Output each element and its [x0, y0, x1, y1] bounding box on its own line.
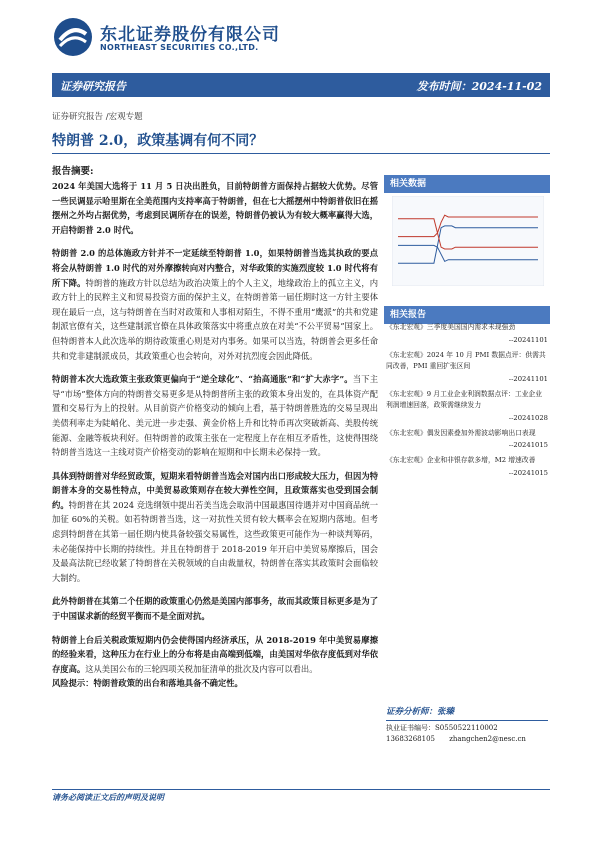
report-type: 证券研究报告 — [60, 80, 126, 93]
header-banner — [52, 73, 550, 97]
report-date: --20241028 — [508, 413, 548, 422]
analyst-contact — [386, 734, 548, 745]
report-link[interactable]: 《东北宏观》偶发因素叠加外需波动影响出口表现 — [386, 428, 536, 437]
main-content — [52, 163, 378, 700]
page-title: 特朗普 2.0，政策基调有何不同？ — [52, 133, 264, 149]
footer-divider — [52, 789, 550, 790]
brand-name-cn: 东北证券股份有限公司 — [100, 25, 280, 45]
analyst-info — [386, 707, 548, 745]
report-date: --20241101 — [508, 374, 548, 383]
paragraph: 2024 年美国大选将于 11 月 5 日决出胜负，目前特朗普方面保持占据较大优势。尽管一些民调显示哈里斯在全美范围内支持率高于特朗普，但在七大摇摆州中特朗普依旧在摇摆州之外均占据优势，考虑到民调所存在的误差，特朗普仍被认为有较大概率赢得大选，开启特朗普 2.0 时代。 — [52, 181, 378, 235]
report-date: --20241015 — [508, 468, 548, 477]
risk-warning: 风险提示：特朗普政策的出台和落地具备不确定性。 — [52, 678, 243, 689]
brand-name-en: NORTHEAST SECURITIES CO.,LTD. — [100, 43, 259, 52]
paragraph: 此外特朗普在其第二个任期的政策重心仍然是美国内部事务，故而其政策目标更多是为了于中国谋求新的经贸平衡而不是全面对抗。 — [52, 596, 378, 622]
paragraph: 特朗普上台后关税政策短期内仍会使得国内经济承压，从 2018-2019 年中美贸易摩擦的经验来看，这种压力在行业上的分布将是由高端到低端，由美国对华依存度低到对华依存度高。这从美国公布的三轮四项关税加征清单的批次及内容可以看出。 — [52, 634, 378, 674]
paragraph: 特朗普本次大选政策主张政策更偏向于“逆全球化”、“抬高通胀”和“扩大赤字”。当下主导“市场”整体方向的特朗普交易更多是从特朗普所主张的政策本身出发的，在具体资产配置和交易行为上的投射。从目前资产价格变动的倾向上看，基于特朗普胜选的交易呈现出美债利率走为陡峭化、美元进一步走强、黄金价格上升和比特币再次突破新高、美股传统能源、金融等板块利好。但特朗普的政策主张在一定程度上存在相互矛盾性，这使得围绕特朗普当选这一主线对资产价格变动的影响在短期和中长期未必保持一致。 — [52, 374, 378, 458]
report-date: --20241015 — [508, 441, 548, 449]
summary-label: 报告摘要: — [52, 166, 94, 177]
related-data-header: 相关数据 — [384, 175, 550, 193]
publish-date: 发布时间：2024-11-02 — [416, 80, 542, 93]
related-reports-header: 相关报告 — [384, 306, 550, 324]
breadcrumb: 证券研究报告 /宏观专题 — [52, 112, 143, 122]
title-divider — [52, 153, 550, 154]
analyst-name: 证券分析师：张臻 — [386, 707, 548, 721]
report-link[interactable]: 《东北宏观》企业和非银存款多增，M2 增速改善 — [386, 456, 536, 464]
report-link[interactable]: 《东北宏观》2024 年 10 月 PMI 数据点评：供需共同改善，PMI 重回扩张区间 — [386, 350, 546, 370]
report-date: --20241101 — [508, 335, 548, 344]
analyst-email[interactable]: zhangchen2@nesc.cn — [449, 735, 526, 743]
footer-note: 请务必阅读正文后的声明及说明 — [52, 792, 164, 802]
related-data-chart — [392, 196, 544, 286]
related-reports-list — [386, 322, 548, 483]
analyst-license: 执业证书编号：S0550522110002 — [386, 724, 498, 732]
analyst-phone: 13683268105 — [386, 735, 435, 743]
paragraph: 特朗普 2.0 的总体施政方针并不一定延续至特朗普 1.0，如果特朗普当选其执政的要点将会从特朗普 1.0 时代的对外摩擦转向对内整合，对华政策的实施烈度较 1.0 时代将有所下降。特朗普的施政方针以总结为政治决策上的个人主义，地缘政治上的孤立主义，内政方针上的民粹主义和贸易投资方面的保护主义，在特朗普第一届任期时这一方针主要体现在最后一点，这与特朗普在当时对政策和人事相对陌生，不得不重用“鹰派”的共和党建制派官僚有关，这些建制派官僚在具体政策落实中将重点放在对美“不公平贸易”国家上。但特朗普本人此次选举的期待政策重心则是对内事务。如果可以当选，特朗普会更多任命共和党非建制派成员，其政策重心也会转向，对外对抗烈度会因此降低。 — [52, 248, 378, 361]
report-link[interactable]: 《东北宏观》三季度美国国内需求未现强劲 — [386, 323, 516, 331]
paragraph: 具体到特朗普对华经贸政策，短期来看特朗普当选会对国内出口形成较大压力，但因为特朗普本身的交易性特点，中美贸易政策则存在较大弹性空间，且政策落实也受到国会制约。特朗普在其 2024 竞选纲领中提出若美当选会取消中国最惠国待遇并对中国商品统一加征 60%的关税。如若特朗普当选，这一对抗性关贸有较大概率会在短期内落地。但考虑到特朗普在其第一届任期内使具备较强交易属性，这些政策更可能作为一种谈判筹码，未必能保持中长期的持续性。并且在特朗普于 2018-2019 年开启中美贸易摩擦后，国会及最高法院已经收紧了特朗普在关税领域的自由裁量权，特朗普在落实其政策时会面临较大制约。 — [52, 470, 378, 583]
report-link[interactable]: 《东北宏观》9 月工业企业利润数据点评：工业企业利润增速回落，政策需继续发力 — [386, 389, 543, 409]
company-logo-icon — [52, 16, 94, 58]
